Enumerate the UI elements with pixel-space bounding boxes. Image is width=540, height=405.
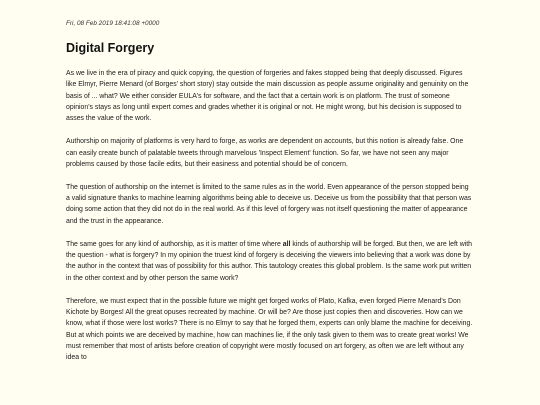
paragraph-4 <box>66 239 474 284</box>
paragraph-4-text-after: kinds of authorship will be forged. But then, we are left with the question - what is forgery? In my opinion the truest kind of forgery is deceiving the viewers into believing that a work was done by the author in the context that was of possibility for this author. This tautology creates this global problem. Is the same work put written in the other context and by other person the same work? <box>66 240 473 282</box>
post-timestamp: Fri, 08 Feb 2019 18:41:08 +0000 <box>66 20 160 27</box>
paragraph-3: The question of authorship on the internet is limited to the same rules as in the world. Even appearance of the person stopped being a valid signature thanks to machine learning algorithms being able to deceive us. Deceive us from the possibility that that person was doing some action that they did not do in the real world. As if this level of forgery was not itself questioning the matter of appearance and the trust in the appearance. <box>66 183 472 225</box>
paragraph-4-emphasis: all <box>282 240 291 248</box>
paragraph-4-text-before: The same goes for any kind of authorship, as it is matter of time where <box>66 240 283 248</box>
paragraph-5: Therefore, we must expect that in the possible future we might get forged works of Plato, Kafka, even forged Pierre Menard's Don Kichote by Borges! All the great opuses recreated by machine. Or will be? Are those just copies then and discoveries. How can we know, what if those were lost works? There is no Elmyr to say that he forged them, experts can only blame the machine for deceiving. But at which points we are deceived by machine, how can machines lie, if the only task given to them was to create great works! We must remember that most of artists before creation of copyright were mostly focused on art forgery, as often we are left without any idea to <box>66 297 473 362</box>
paragraph-2: Authorship on majority of platforms is very hard to forge, as works are dependent on accounts, but this notion is already false. One can easily create bunch of palatable tweets through marvelous 'Inspect Element' function. So far, we have not seen any major problems caused by those facile edits, but their easiness and potential should be of concern. <box>66 138 464 168</box>
post-title: Digital Forgery <box>66 41 155 55</box>
paragraph-1: As we live in the era of piracy and quick copying, the question of forgeries and fakes stopped being that deeply discussed. Figures like Elmyr, Pierre Menard (of Borges' short story) stay outside the main discussion as people assume originality and genuinity on the basis of ... what? We either consider EULA's for software, and the fact that a certain work is on platform. The trust of someone opinion's stays as long until expert comes and grades whether it is original or not. He might wrong, but his decision is supposed to asses the value of the work. <box>66 70 469 123</box>
